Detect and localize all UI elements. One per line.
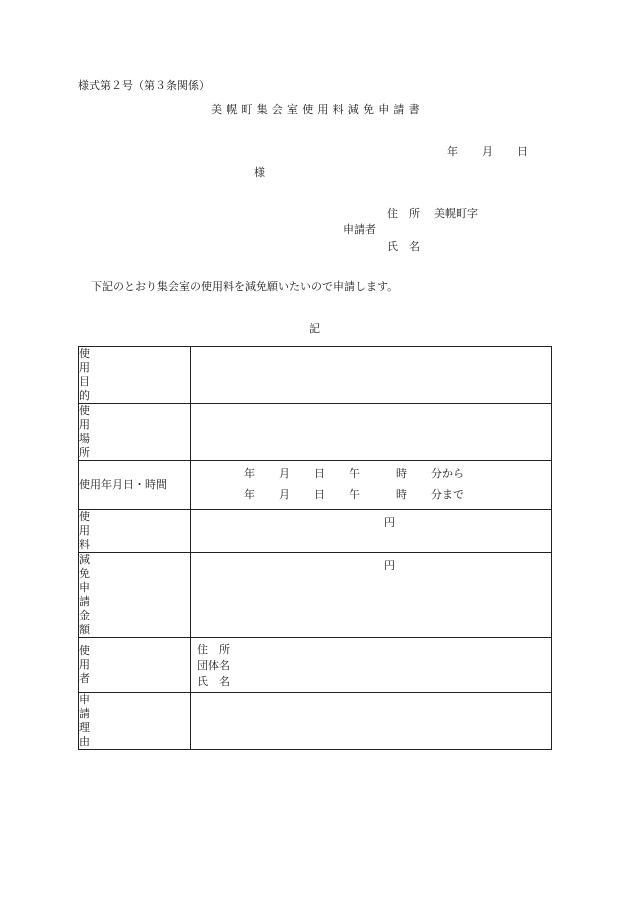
to-year: 年 xyxy=(244,488,255,501)
row-purpose xyxy=(79,347,552,404)
to-month: 月 xyxy=(279,488,290,501)
exemption-field[interactable] xyxy=(191,553,552,638)
user-name-label: 氏 名 xyxy=(197,675,230,688)
fee-field[interactable] xyxy=(191,510,552,553)
row-reason xyxy=(79,693,552,750)
label-char: 料 xyxy=(79,538,90,551)
label-char: 者 xyxy=(79,672,90,685)
row-place xyxy=(79,404,552,461)
from-day: 日 xyxy=(314,467,325,480)
user-field[interactable] xyxy=(191,638,552,693)
label-char: 免 xyxy=(79,567,90,580)
to-ampm: 午 xyxy=(349,488,360,501)
label-char: 金 xyxy=(79,609,90,622)
date-year: 年 xyxy=(447,145,458,158)
label-char: 使 xyxy=(79,510,90,523)
from-minute: 分から xyxy=(431,467,464,480)
label-fee xyxy=(79,510,191,553)
row-user xyxy=(79,638,552,693)
applicant-address-label: 住 所 xyxy=(387,207,420,220)
ki-heading: 記 xyxy=(309,322,320,335)
label-char: 理 xyxy=(79,721,90,734)
label-char: 額 xyxy=(79,623,90,636)
reason-field[interactable] xyxy=(191,693,552,750)
label-char: 使 xyxy=(79,644,90,657)
to-day: 日 xyxy=(314,488,325,501)
from-hour: 時 xyxy=(396,467,407,480)
label-purpose xyxy=(79,347,191,404)
form-number: 様式第２号（第３条関係） xyxy=(78,79,210,92)
label-char: 用 xyxy=(79,658,90,671)
to-minute: 分まで xyxy=(431,488,464,501)
label-exemption xyxy=(79,553,191,638)
label-char: 目 xyxy=(79,375,90,388)
row-fee xyxy=(79,510,552,553)
label-char: 申 xyxy=(79,693,90,706)
label-char: 場 xyxy=(79,432,90,445)
label-text: 使用年月日・時間 xyxy=(79,478,167,491)
addressee-suffix: 様 xyxy=(254,166,265,179)
label-datetime xyxy=(79,461,191,510)
label-char: 用 xyxy=(79,418,90,431)
datetime-field[interactable] xyxy=(191,461,552,510)
user-group-label: 団体名 xyxy=(197,659,230,672)
applicant-name-label: 氏 名 xyxy=(387,240,420,253)
label-reason xyxy=(79,693,191,750)
label-user xyxy=(79,638,191,693)
place-field[interactable] xyxy=(191,404,552,461)
from-year: 年 xyxy=(244,467,255,480)
from-ampm: 午 xyxy=(349,467,360,480)
to-hour: 時 xyxy=(396,488,407,501)
date-day: 日 xyxy=(517,145,528,158)
label-char: 用 xyxy=(79,361,90,374)
label-char: 由 xyxy=(79,735,90,748)
exemption-unit: 円 xyxy=(384,559,395,572)
row-exemption xyxy=(79,553,552,638)
user-address-label: 住 所 xyxy=(197,643,230,656)
label-char: 使 xyxy=(79,347,90,360)
label-char: 的 xyxy=(79,389,90,402)
applicant-address-value: 美幌町字 xyxy=(434,207,478,220)
row-datetime xyxy=(79,461,552,510)
label-char: 使 xyxy=(79,404,90,417)
label-char: 所 xyxy=(79,446,90,459)
applicant-label: 申請者 xyxy=(343,223,376,236)
application-table xyxy=(78,346,552,750)
label-char: 申 xyxy=(79,581,90,594)
label-char: 減 xyxy=(79,553,90,566)
body-text: 下記のとおり集会室の使用料を減免願いたいので申請します。 xyxy=(91,280,399,293)
label-place xyxy=(79,404,191,461)
date-month: 月 xyxy=(482,145,493,158)
label-char: 請 xyxy=(79,707,90,720)
label-char: 請 xyxy=(79,595,90,608)
document-title: 美幌町集会室使用料減免申請書 xyxy=(211,103,424,116)
label-char: 用 xyxy=(79,524,90,537)
purpose-field[interactable] xyxy=(191,347,552,404)
fee-unit: 円 xyxy=(384,516,395,529)
from-month: 月 xyxy=(279,467,290,480)
